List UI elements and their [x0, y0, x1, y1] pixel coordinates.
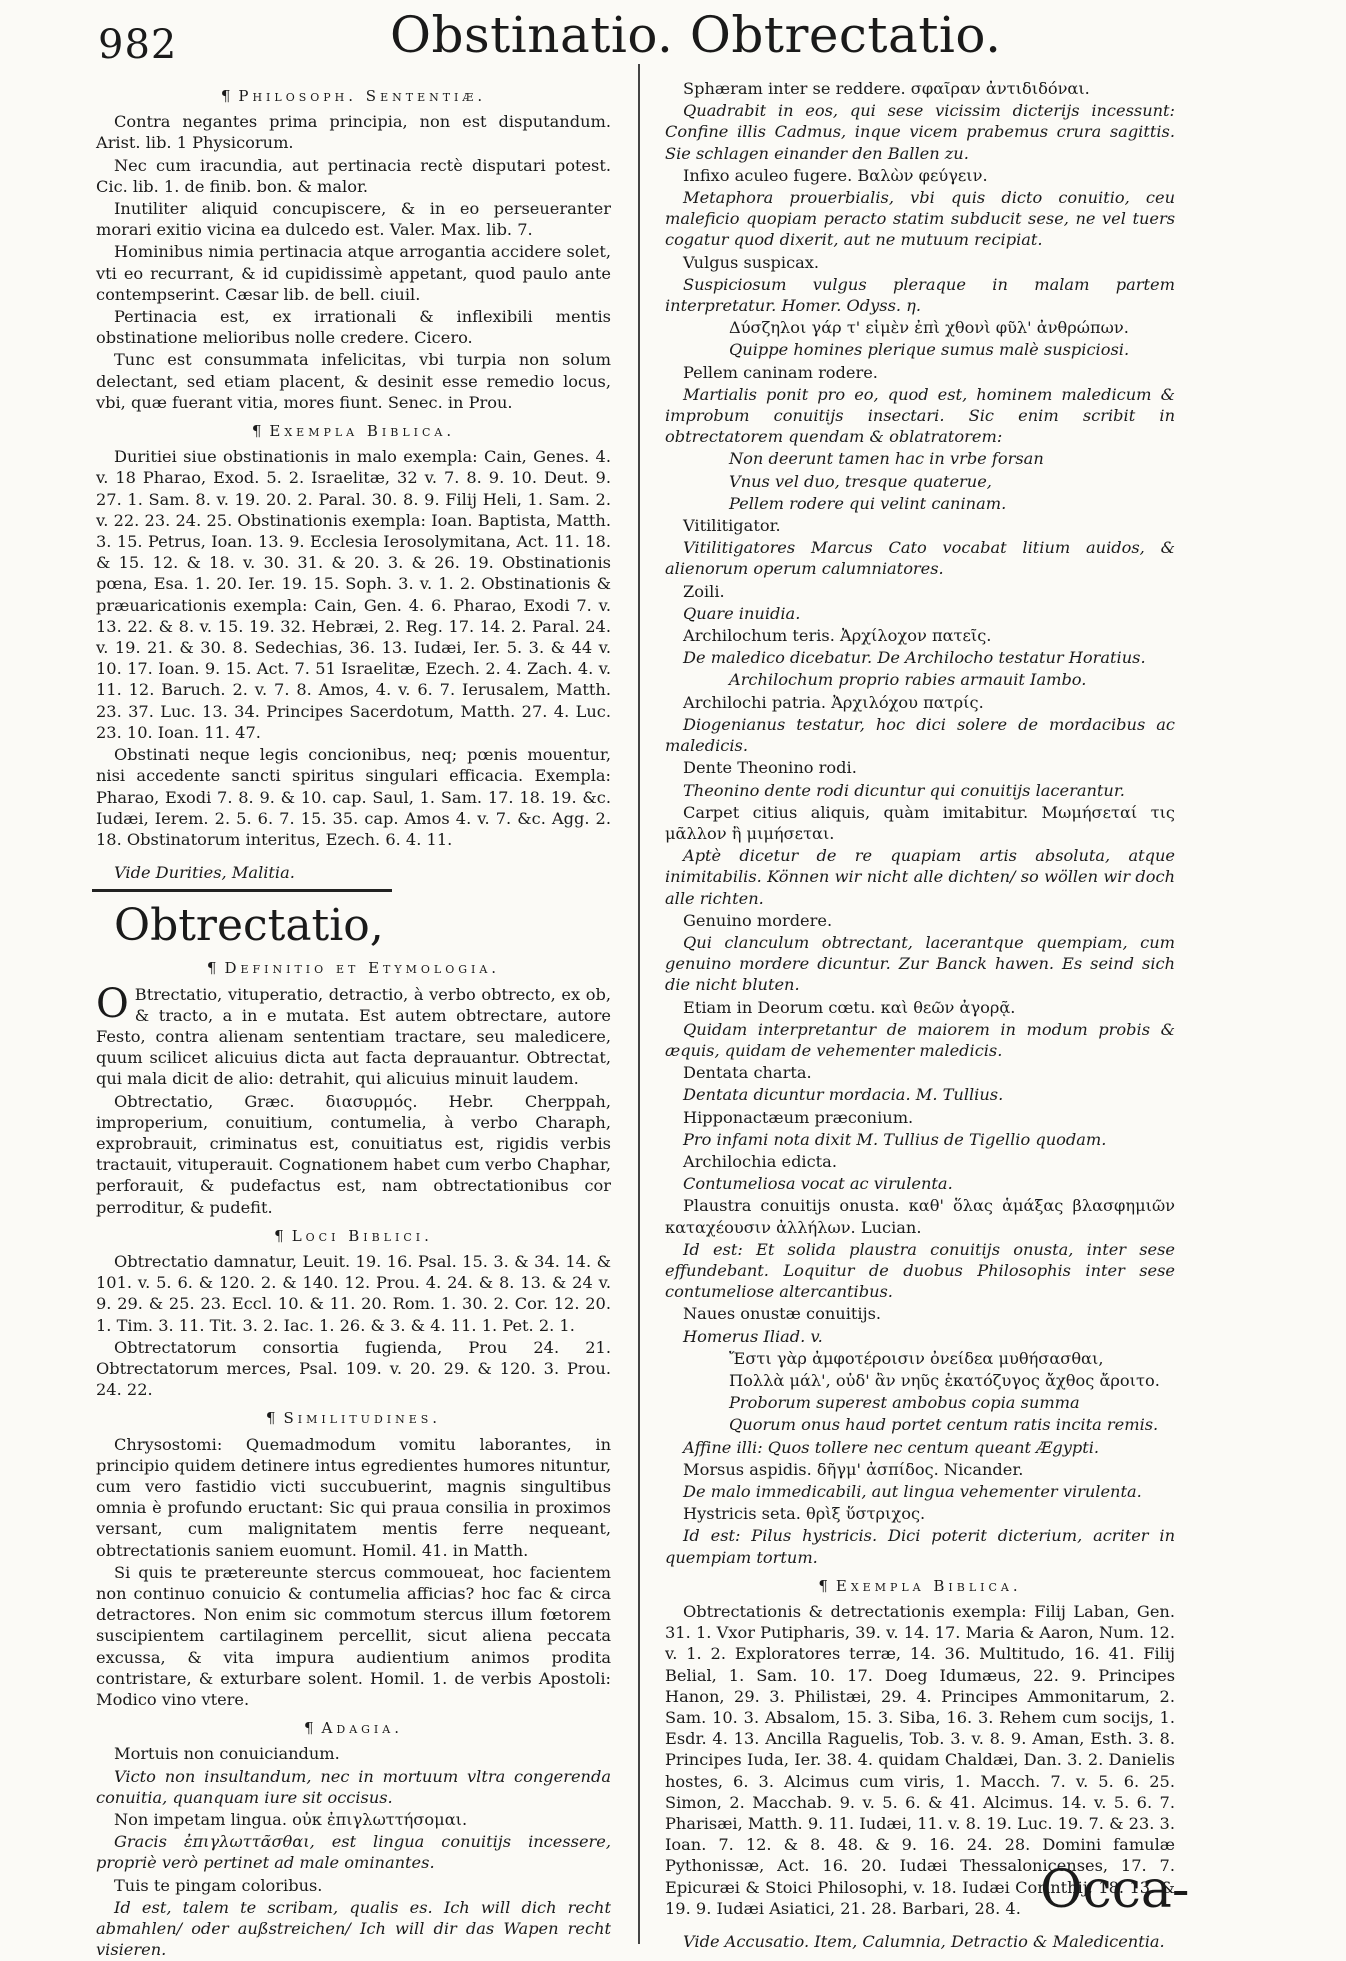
greek-verse: Ἔστι γὰρ ἀμφοτέροισιν ὀνείδεα μυθήσασθαι, [729, 1348, 1104, 1368]
paragraph: O Btrectatio, vituperatio, detractio, à verbo obtrecto, ex ob, & tracto, a in e mutata. Est autem obtrectare, autore Festo, contra alienam sententiam tractare, seu maledicere, quum scilicet alicuius dicta aut facta deprauantur. Obtrectat, qui mala dicit de alio: detrahit, qui alicuius minuit laudem. [96, 980, 611, 1089]
paragraph: Chrysostomi: Quemadmodum vomitu laborantes, in principio quidem detinere intus egredientes humores nituntur, cum vero fastidio victi succubuerint, magnis singultibus omnia è profundo eructant: Sic qui praua consilia in proximos versant, cum malignitatem mentis ferre nequeant, obtrectationis saniem euomunt. Homil. 41. in Matth. [96, 1434, 611, 1560]
adage: Hystricis seta. θρὶξ ὕστριχος. [683, 1504, 926, 1524]
section-heading: ¶ Adagia. [304, 1719, 403, 1738]
adage: Carpet citius aliquis, quàm imitabitur. Μωμήσεταί τις μᾶλλον ἢ μιμήσεται. [665, 802, 1175, 843]
catchword: Occa- [1040, 1860, 1190, 1920]
adage: Vulgus suspicax. [683, 252, 820, 272]
adage-note: Id est: Et solida plaustra conuitijs onusta, inter sese effundebant. Loquitur de duobus Philosophis inter sese contumeliose altercantibus. [665, 1239, 1175, 1302]
pilcrow-icon: ¶ [818, 1576, 828, 1595]
paragraph: Si quis te prætereunte stercus commoueat, hoc facientem non continuo conuicio & contumelia afficias? hoc fac & circa detractores. Non enim sic commotum stercus illum fœtorem suscipientem cartilaginem percellit, sicut aliena peccata excussa, & vita impura audientium animos prodita contristare, & exturbare solent. Homil. 1. de verbis Apostoli: Modico vino vtere. [96, 1562, 611, 1710]
adage: Dentata charta. [683, 1063, 812, 1083]
adage: Zoili. [683, 581, 725, 601]
adage: Plaustra conuitijs onusta. καθ' ὅλας ἁμάξας βλασφημιῶν καταχέουσιν ἀλλήλων. Lucian. [665, 1196, 1175, 1237]
adage-note: Id est: Pilus hystricis. Dici poterit dicterium, acriter in quempiam tortum. [665, 1526, 1175, 1567]
adage-note: Gracis ἐπιγλωττᾶσθαι, est lingua conuitijs incessere, propriè verò pertinet ad male ominantes. [96, 1832, 611, 1873]
adage-note: Metaphora prouerbialis, vbi quis dicto conuitio, ceu maleficio quopiam peracto statim subducit sese, ne vel tuers cogatur quod dixerit, aut ne mutuum recipiat. [665, 188, 1175, 250]
paragraph: Obtrectatorum consortia fugienda, Prou 24. 21. Obtrectatorum merces, Psal. 109. v. 20. 29. & 120. 3. Prou. 24. 22. [96, 1337, 611, 1400]
adage-note: Suspiciosum vulgus pleraque in malam partem interpretatur. Homer. Odyss. η. [665, 274, 1175, 316]
adage-note: Affine illi: Quos tollere nec centum queant Ægypti. [683, 1437, 1100, 1457]
verse: Quorum onus haud portet centum ratis incita remis. [729, 1415, 1159, 1435]
adage-note: Aptè dicetur de re quapiam artis absoluta, atque inimitabilis. Können wir nicht alle dichten/ so wöllen wir doch alle richten. [665, 846, 1175, 908]
paragraph: Obtrectatio, Græc. διασυρμός. Hebr. Cherppah, improperium, conuitium, contumelia, à verbo Charaph, exprobrauit, criminatus est, conuitiatus est, rigidis verbis tractauit, vituperauit. Cognationem habet cum verbo Chaphar, perforauit, & pudefactus est, nam obtrectationibus cor perroditur, & pudefit. [96, 1091, 611, 1217]
drop-cap: O [96, 980, 129, 1027]
adage: Pellem caninam rodere. [683, 362, 878, 382]
adage: Tuis te pingam coloribus. [114, 1875, 323, 1895]
adage-note: Vitilitigatores Marcus Cato vocabat litium auidos, & alienorum operum calumniatores. [665, 538, 1175, 579]
paragraph: Hominibus nimia pertinacia atque arrogantia accidere solet, vti eo recurrant, & id cupidissimè appetant, quod paulo ante contempserint. Cæsar lib. de bell. ciuil. [96, 242, 611, 304]
adage: Hipponactæum præconium. [683, 1107, 914, 1127]
section-heading: ¶ Exempla Biblica. [251, 422, 456, 441]
adage-note: Quidam interpretantur de maiorem in modum probis & æquis, quidam de vehementer maledicis. [665, 1019, 1175, 1060]
section-heading: ¶ Similitudines. [265, 1409, 442, 1428]
adage: Infixo aculeo fugere. Βαλὼν φεύγειν. [683, 165, 988, 185]
cross-reference: Vide Durities, Malitia. [114, 863, 295, 883]
adage: Etiam in Deorum cœtu. καὶ θεῶν ἀγορᾷ. [683, 997, 1016, 1017]
paragraph: Duritiei siue obstinationis in malo exempla: Cain, Genes. 4. v. 18 Pharao, Exod. 5. 2. Israelitæ, 32 v. 7. 8. 9. 10. Deut. 9. 27. 1. Sam. 8. v. 19. 20. 2. Paral. 30. 8. 9. Filij Heli, 1. Sam. 2. v. 22. 23. 24. 25. Obstinationis exempla: Ioan. Baptista, Matth. 3. 15. Petrus, Ioan. 13. 9. Ecclesia Ierosolymitana, Act. 11. 18. & 15. 12. & 18. v. 30. 31. & 20. 3. & 26. 19. Obstinationis pœna, Esa. 1. 20. Ier. 19. 15. Soph. 3. v. 1. 2. Obstinationis & præuaricationis exempla: Cain, Gen. 4. 6. Pharao, Exodi 7. v. 13. 22. & 8. v. 15. 19. 32. Hebræi, 2. Reg. 17. 14. 2. Paral. 24. v. 19. 21. & 30. 8. Sedechias, 36. 13. Iudæi, Ier. 5. 3. & 44 v. 10. 17. Ioan. 9. 15. Act. 7. 51 Israelitæ, Ezech. 2. 4. Zach. 4. v. 11. 12. Baruch. 2. v. 7. 8. Amos, 4. v. 6. 7. Ierusalem, Matth. 23. 37. Luc. 13. 34. Principes Sacerdotum, Matth. 27. 4. Luc. 23. 10. Ioan. 11. 47. [96, 447, 611, 742]
pilcrow-icon: ¶ [206, 959, 217, 978]
verse: Proborum superest ambobus copia summa [729, 1393, 1080, 1413]
page-number: 982 [98, 22, 178, 68]
adage-note: Contumeliosa vocat ac virulenta. [683, 1174, 953, 1194]
entry-title: Obtrectatio, [114, 900, 384, 952]
adage: Naues onustæ conuitijs. [683, 1304, 882, 1324]
adage: Archilochi patria. Ἀρχιλόχου πατρίς. [683, 692, 984, 712]
adage-note: Homerus Iliad. v. [683, 1326, 823, 1346]
adage-note: Dentata dicuntur mordacia. M. Tullius. [683, 1085, 1004, 1105]
adage-note: Victo non insultandum, nec in mortuum vltra congerenda conuitia, quanquam iure sit occisus. [96, 1766, 611, 1807]
column-divider [638, 64, 640, 1944]
adage-note: De malo immedicabili, aut lingua vehementer virulenta. [683, 1482, 1142, 1501]
adage-note: Pro infami nota dixit M. Tullius de Tigellio quodam. [683, 1129, 1107, 1149]
left-column [96, 78, 611, 1961]
right-column [665, 78, 1175, 1953]
adage-note: Martialis ponit pro eo, quod est, hominem maledicum & improbum conuitijs insectari. Sic enim scribit in obtrectatorem quendam & oblatratorem: [665, 384, 1175, 447]
section-heading: ¶ Philosoph. Sententiæ. [220, 87, 487, 105]
adage-note: Qui clanculum obtrectant, lacerantque quempiam, cum genuino mordere dicuntur. Zur Banck hawen. Es seind sich die nicht bluten. [665, 932, 1175, 995]
paragraph: Inutiliter aliquid concupiscere, & in eo perseueranter morari exitio vicina ea dulcedo est. Valer. Max. lib. 7. [96, 199, 611, 240]
adage: Archilochum teris. Ἀρχίλοχον πατεῖς. [683, 626, 992, 646]
adage: Sphæram inter se reddere. σφαῖραν ἀντιδιδόναι. [683, 79, 1090, 98]
adage-note: Diogenianus testatur, hoc dici solere de mordacibus ac maledicis. [665, 714, 1175, 756]
verse: Quippe homines plerique sumus malè suspiciosi. [729, 340, 1130, 360]
adage: Mortuis non conuiciandum. [114, 1744, 340, 1764]
adage-note: De maledico dicebatur. De Archilocho testatur Horatius. [683, 648, 1146, 668]
section-heading: ¶ Loci Biblici. [274, 1226, 433, 1245]
pilcrow-icon: ¶ [274, 1226, 284, 1245]
verse: Vnus vel duo, tresque quaterue, [729, 471, 992, 491]
adage-note: Theonino dente rodi dicuntur qui conuitijs lacerantur. [683, 780, 1125, 800]
verse: Pellem rodere qui velint caninam. [729, 493, 1007, 513]
adage-note: Quadrabit in eos, qui sese vicissim dicterijs incessunt: Confine illis Cadmus, inque vicem prabemus crura sagittis. Sie schlagen einander den Ballen zu. [665, 101, 1175, 163]
adage: Vitilitigator. [683, 516, 781, 536]
adage: Genuino mordere. [683, 910, 833, 930]
adage: Dente Theonino rodi. [683, 758, 857, 778]
verse: Archilochum proprio rabies armauit Iambo. [729, 670, 1087, 690]
section-rule [92, 889, 392, 892]
paragraph: Obstinati neque legis concionibus, neq; pœnis mouentur, nisi accedente sancti spiritus singulari efficacia. Exempla: Pharao, Exodi 7. 8. 9. & 10. cap. Saul, 1. Sam. 17. 18. 19. &c. Iudæi, Ierem. 2. 5. 6. 7. 15. 35. cap. Amos 4. v. 7. &c. Agg. 2. 18. Obstinatorum interitus, Ezech. 6. 4. 11. [96, 745, 611, 849]
paragraph: Obtrectatio damnatur, Leuit. 19. 16. Psal. 15. 3. & 34. 14. & 101. v. 5. 6. & 120. 2. & 140. 12. Prou. 4. 24. & 8. 13. & 24 v. 9. 29. & 25. 23. Eccl. 10. & 11. 20. Rom. 1. 30. 2. Cor. 12. 20. 1. Tim. 3. 11. Tit. 3. 2. Iac. 1. 26. & 3. & 4. 11. 1. Pet. 2. 1. [96, 1251, 611, 1335]
paragraph: Nec cum iracundia, aut pertinacia rectè disputari potest. Cic. lib. 1. de finib. bon. & malor. [96, 155, 611, 196]
greek-verse: Δύσζηλοι γάρ τ' εἰμὲν ἐπὶ χθονὶ φῦλ' ἀνθρώπων. [729, 318, 1129, 338]
adage: Morsus aspidis. δῆγμ' ἀσπίδος. Nicander. [683, 1459, 1024, 1479]
pilcrow-icon: ¶ [220, 87, 231, 105]
running-head: Obstinatio. Obtrectatio. [390, 6, 1002, 64]
pilcrow-icon: ¶ [304, 1719, 314, 1738]
adage-note: Id est, talem te scribam, qualis es. Ich will dich recht abmahlen/ oder außstreichen/ Ich will dir das Wapen recht visieren. [96, 1897, 611, 1960]
paragraph: Contra negantes prima principia, non est disputandum. Arist. lib. 1 Physicorum. [96, 112, 611, 153]
paragraph: Obtrectationis & detrectationis exempla: Filij Laban, Gen. 31. 1. Vxor Putipharis, 39. v. 14. 17. Maria & Aaron, Num. 12. v. 1. 2. Exploratores terræ, 14. 36. Multitudo, 16. 41. Filij Belial, 1. Sam. 10. 17. Doeg Idumæus, 22. 9. Principes Hanon, 29. 3. Philistæi, 29. 4. Principes Ammonitarum, 2. Sam. 10. 3. Absalom, 15. 3. Siba, 16. 3. Rehem cum socijs, 1. Esdr. 4. 13. Ancilla Raguelis, Tob. 3. v. 8. 9. Aman, Esth. 3. 8. Principes Iuda, Ier. 38. 4. quidam Chaldæi, Dan. 3. 2. Danielis hostes, 6. 3. Alcimus cum viris, 1. Macch. 7. v. 5. 6. 25. Simon, 2. Macchab. 9. v. 5. 6. & 41. Alcimus. 14. v. 5. 6. 7. Pharisæi, Matth. 9. 11. Iudæi, 11. v. 8. 19. Luc. 19. 7. & 23. 3. Ioan. 7. 12. & 8. 48. & 9. 16. 24. 28. Domini famulæ Pythonissæ, Act. 16. 20. Iudæi Thessalonicenses, 17. 7. Epicuræi & Stoici Philosophi, v. 18. Iudæi Corinthij, 18. 13. & 19. 9. Iudæi Asiatici, 21. 28. Barbari, 28. 4. [665, 1602, 1175, 1918]
greek-verse: Πολλὰ μάλ', οὐδ' ἂν νηῦς ἑκατόζυγος ἄχθος ἄροιτο. [729, 1370, 1160, 1390]
paragraph: Pertinacia est, ex irrationali & inflexibili mentis obstinatione melioribus nolle credere. Cicero. [96, 307, 611, 348]
paragraph: Tunc est consummata infelicitas, vbi turpia non solum delectant, sed etiam placent, & desinit esse remedio locus, vbi, quæ fuerant vitia, mores fiunt. Senec. in Prou. [96, 350, 611, 412]
adage-note: Quare inuidia. [683, 603, 801, 623]
pilcrow-icon: ¶ [265, 1409, 276, 1428]
section-heading: ¶ Definitio et Etymologia. [206, 959, 501, 978]
pilcrow-icon: ¶ [251, 422, 262, 441]
adage: Archilochia edicta. [683, 1151, 837, 1171]
section-heading: ¶ Exempla Biblica. [818, 1576, 1022, 1595]
adage: Non impetam lingua. οὐκ ἐπιγλωττήσομαι. [114, 1810, 468, 1830]
verse: Non deerunt tamen hac in vrbe forsan [729, 449, 1044, 469]
cross-reference: Vide Accusatio. Item, Calumnia, Detractio & Maledicentia. [683, 1932, 1165, 1952]
